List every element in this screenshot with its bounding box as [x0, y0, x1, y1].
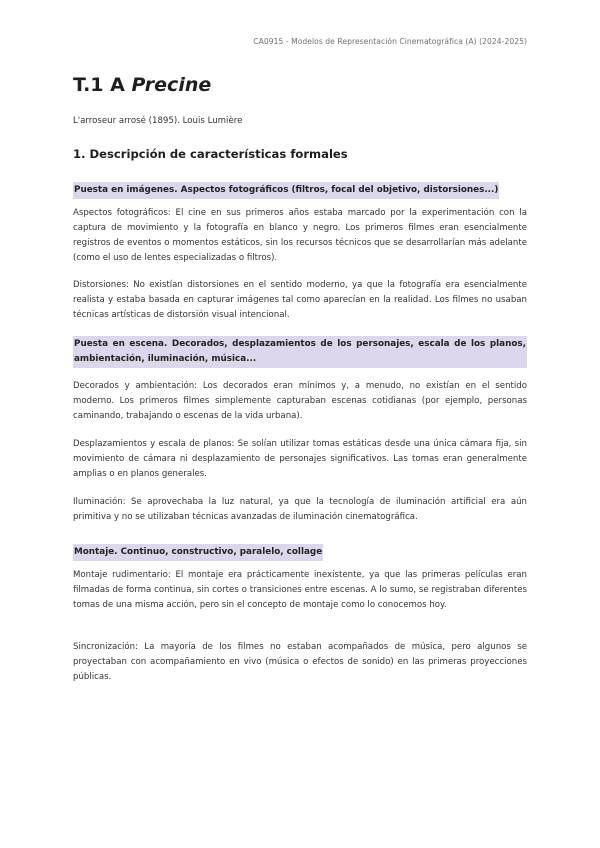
paragraph-rudimentary-editing	[73, 568, 527, 613]
highlight-heading-editing	[73, 539, 527, 561]
paragraph-text: Aspectos fotográficos: El cine en sus primeros años estaba marcado por la experimentación con la captura de movimiento y la fotografía en blanco y negro. Los primeros filmes eran esencialmente registros de eventos o momentos estáticos, sin los recursos técnicos que se desarrollarían más adelante (como el uso de lentes especializadas o filtros).	[73, 208, 527, 263]
highlight-heading-photography	[73, 177, 527, 199]
page-title	[73, 74, 211, 96]
title-prefix: T.1 A	[73, 74, 132, 96]
highlight-heading-editing-text: Montaje. Continuo, constructivo, paralelo, collage	[73, 544, 323, 561]
paragraph-sets-ambience	[73, 379, 527, 424]
paragraph-text: Desplazamientos y escala de planos: Se solían utilizar tomas estáticas desde una única cámara fija, sin movimiento de cámara ni desplazamiento de personajes significativos. Las tomas eran generalmente amplias o en planos generales.	[73, 439, 527, 479]
paragraph-movement-shots	[73, 437, 527, 482]
paragraph-text: Distorsiones: No existían distorsiones en el sentido moderno, ya que la fotografía era esencialmente realista y estaba basada en capturar imágenes tal como aparecían en la realidad. Los filmes no usaban técnicas artísticas de distorsión visual intencional.	[73, 280, 527, 320]
paragraph-synchronization	[73, 640, 527, 685]
paragraph-text: Iluminación: Se aprovechaba la luz natural, ya que la tecnología de iluminación artificial era aún primitiva y no se utilizaban técnicas avanzadas de iluminación cinematográfica.	[73, 497, 527, 522]
film-reference: L'arroseur arrosé (1895). Louis Lumière	[73, 116, 243, 126]
running-header: CA0915 - Modelos de Representación Cinematográfica (A) (2024-2025)	[253, 37, 527, 46]
highlight-heading-staging	[73, 336, 527, 368]
highlight-heading-staging-text: Puesta en escena. Decorados, desplazamientos de los personajes, escala de los planos, ambientación, iluminación, música...	[73, 336, 527, 368]
paragraph-photographic-aspects	[73, 206, 527, 266]
paragraph-text: Sincronización: La mayoría de los filmes no estaban acompañados de música, pero algunos se proyectaban con acompañamiento en vivo (música o efectos de sonido) en las primeras proyecciones públicas.	[73, 642, 527, 682]
paragraph-lighting	[73, 495, 527, 525]
highlight-heading-photography-text: Puesta en imágenes. Aspectos fotográficos (filtros, focal del objetivo, distorsiones...)	[73, 182, 499, 199]
paragraph-text: Decorados y ambientación: Los decorados eran mínimos y, a menudo, no existían en el sentido moderno. Los primeros filmes simplemente capturaban escenas cotidianas (por ejemplo, personas caminando, trabajando o escenas de la vida urbana).	[73, 381, 527, 421]
section-heading: 1. Descripción de características formales	[73, 147, 348, 161]
paragraph-text: Montaje rudimentario: El montaje era prácticamente inexistente, ya que las primeras películas eran filmadas de forma continua, sin cortes o transiciones entre escenas. A lo sumo, se registraban diferentes tomas de una misma acción, pero sin el concepto de montaje como lo conocemos hoy.	[73, 570, 527, 610]
title-emphasis: Precine	[131, 74, 212, 96]
paragraph-distortions	[73, 278, 527, 323]
